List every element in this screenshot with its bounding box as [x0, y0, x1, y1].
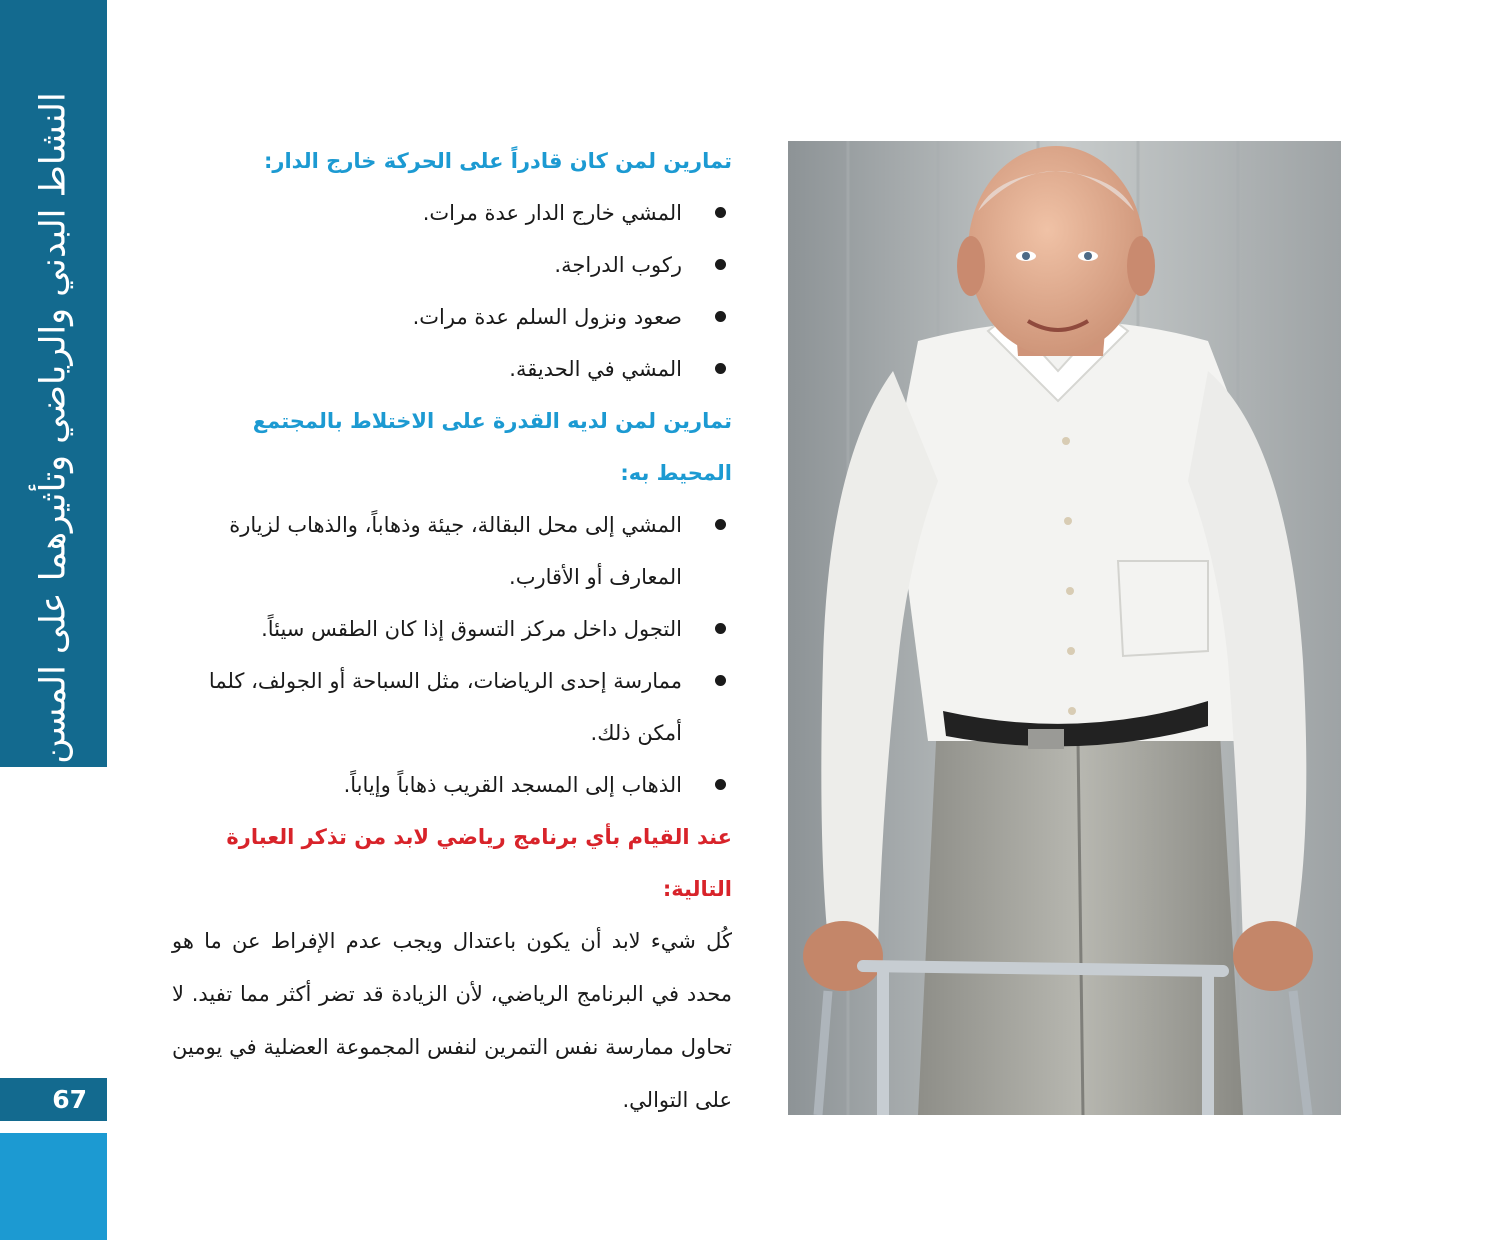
social-exercise-list: [172, 499, 732, 811]
bullet-icon: [715, 779, 726, 790]
photo-illustration: [788, 141, 1341, 1115]
list-item: المشي في الحديقة.: [172, 343, 732, 395]
section-heading-reminder: عند القيام بأي برنامج رياضي لابد من تذكر العبارة التالية:: [226, 825, 732, 901]
list-item: ممارسة إحدى الرياضات، مثل السباحة أو الجولف، كلما أمكن ذلك.: [172, 655, 732, 759]
outdoor-exercise-list: [172, 187, 732, 395]
reminder-paragraph: كُل شيء لابد أن يكون باعتدال ويجب عدم الإفراط عن ما هو محدد في البرنامج الرياضي، لأن الزيادة قد تضر أكثر مما تفيد. لا تحاول ممارسة نفس التمرين لنفس المجموعة العضلية في يومين على التوالي.: [172, 929, 732, 1112]
bullet-icon: [715, 207, 726, 218]
elderly-man-walker-photo: [788, 141, 1341, 1115]
decorative-block: [0, 1133, 107, 1240]
sidebar-band: [0, 0, 107, 767]
page-number: 67: [0, 1078, 107, 1121]
section-heading-social: تمارين لمن لديه القدرة على الاختلاط بالمجتمع المحيط به:: [252, 409, 732, 485]
bullet-icon: [715, 311, 726, 322]
bullet-icon: [715, 675, 726, 686]
list-item: المشي خارج الدار عدة مرات.: [172, 187, 732, 239]
list-item: الذهاب إلى المسجد القريب ذهاباً وإياباً.: [172, 759, 732, 811]
section-heading-outdoor: تمارين لمن كان قادراً على الحركة خارج الدار:: [263, 149, 732, 173]
text-column: [172, 135, 732, 1127]
bullet-icon: [715, 259, 726, 270]
bullet-icon: [715, 519, 726, 530]
list-item: المشي إلى محل البقالة، جيئة وذهاباً، والذهاب لزيارة المعارف أو الأقارب.: [172, 499, 732, 603]
list-item: التجول داخل مركز التسوق إذا كان الطقس سيئاً.: [172, 603, 732, 655]
chapter-title: النشاط البدني والرياضي وتأثيرهما على المسن: [33, 92, 74, 764]
list-item: صعود ونزول السلم عدة مرات.: [172, 291, 732, 343]
bullet-icon: [715, 623, 726, 634]
list-item: ركوب الدراجة.: [172, 239, 732, 291]
bullet-icon: [715, 363, 726, 374]
